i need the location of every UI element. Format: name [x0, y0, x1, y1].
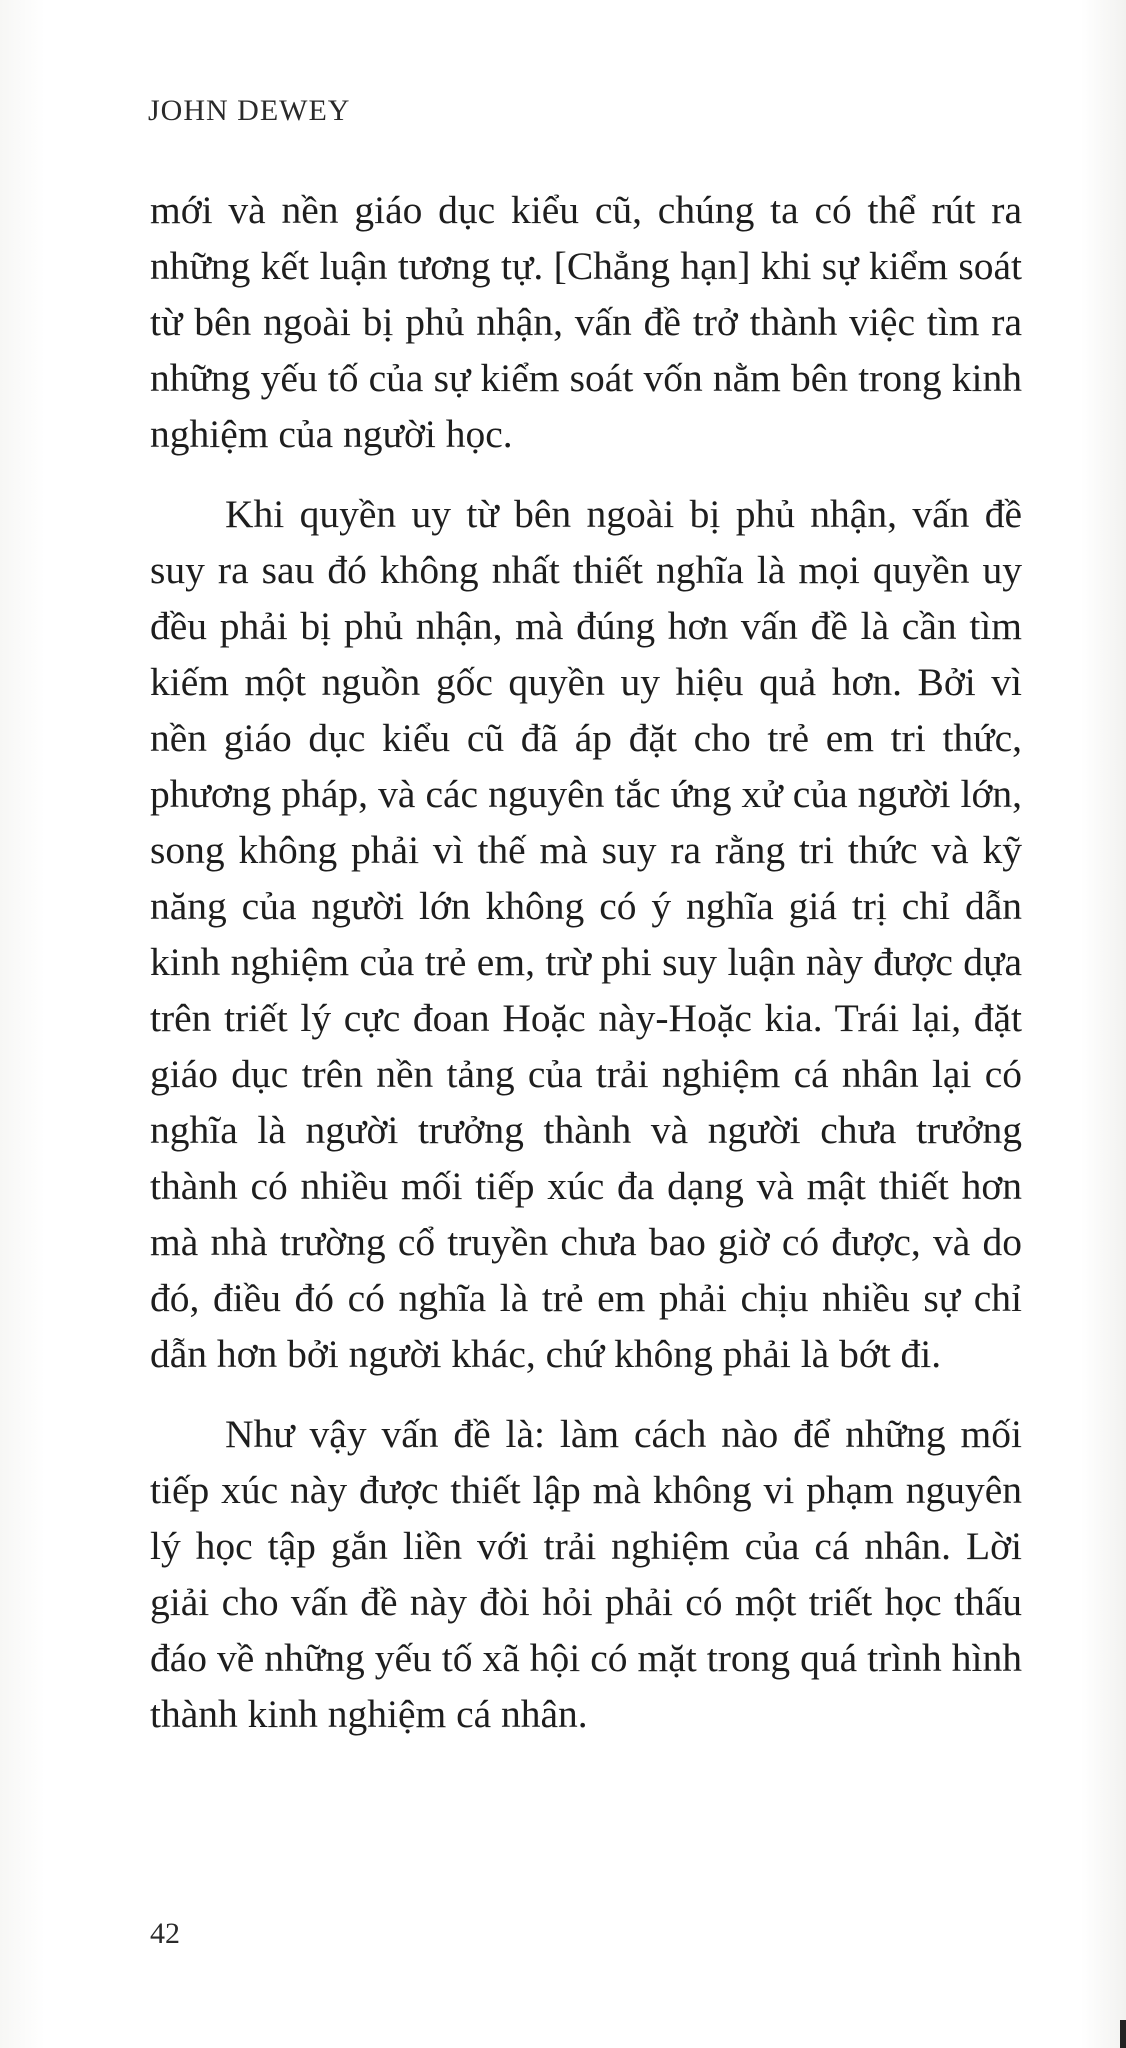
paragraph-authority: Khi quyền uy từ bên ngoài bị phủ nhận, vấn đề suy ra sau đó không nhất thiết nghĩa là mọi quyền uy đều phải bị phủ nhận, mà đúng hơn vấn đề là cần tìm kiếm một nguồn gốc quyền uy hiệu quả hơn. Bởi vì nền giáo dục kiểu cũ đã áp đặt cho trẻ em tri thức, phương pháp, và các nguyên tắc ứng xử của người lớn, song không phải vì thế mà suy ra rằng tri thức và kỹ năng của người lớn không có ý nghĩa giá trị chỉ dẫn kinh nghiệm của trẻ em, trừ phi suy luận này được dựa trên triết lý cực đoan Hoặc này-Hoặc kia. Trái lại, đặt giáo dục trên nền tảng của trải nghiệm cá nhân lại có nghĩa là người trưởng thành và người chưa trưởng thành có nhiều mối tiếp xúc đa dạng và mật thiết hơn mà nhà trường cổ truyền chưa bao giờ có được, và do đó, điều đó có nghĩa là trẻ em phải chịu nhiều sự chỉ dẫn hơn bởi người khác, chứ không phải là bớt đi. — [150, 492, 1022, 1376]
page-edge-mark — [1120, 2020, 1126, 2048]
paragraph-continued: mới và nền giáo dục kiểu cũ, chúng ta có thể rút ra những kết luận tương tự. [Chẳng hạn] khi sự kiểm soát từ bên ngoài bị phủ nhận, vấn đề trở thành việc tìm ra những yếu tố của sự kiểm soát vốn nằm bên trong kinh nghiệm của người học. — [150, 188, 1022, 456]
paragraph-problem: Như vậy vấn đề là: làm cách nào để những mối tiếp xúc này được thiết lập mà không vi phạm nguyên lý học tập gắn liền với trải nghiệm của cá nhân. Lời giải cho vấn đề này đòi hỏi phải có một triết học thấu đáo về những yếu tố xã hội có mặt trong quá trình hình thành kinh nghiệm cá nhân. — [150, 1412, 1022, 1736]
running-head: JOHN DEWEY — [148, 94, 351, 127]
page-number: 42 — [150, 1917, 180, 1950]
body-text — [150, 182, 1022, 1742]
